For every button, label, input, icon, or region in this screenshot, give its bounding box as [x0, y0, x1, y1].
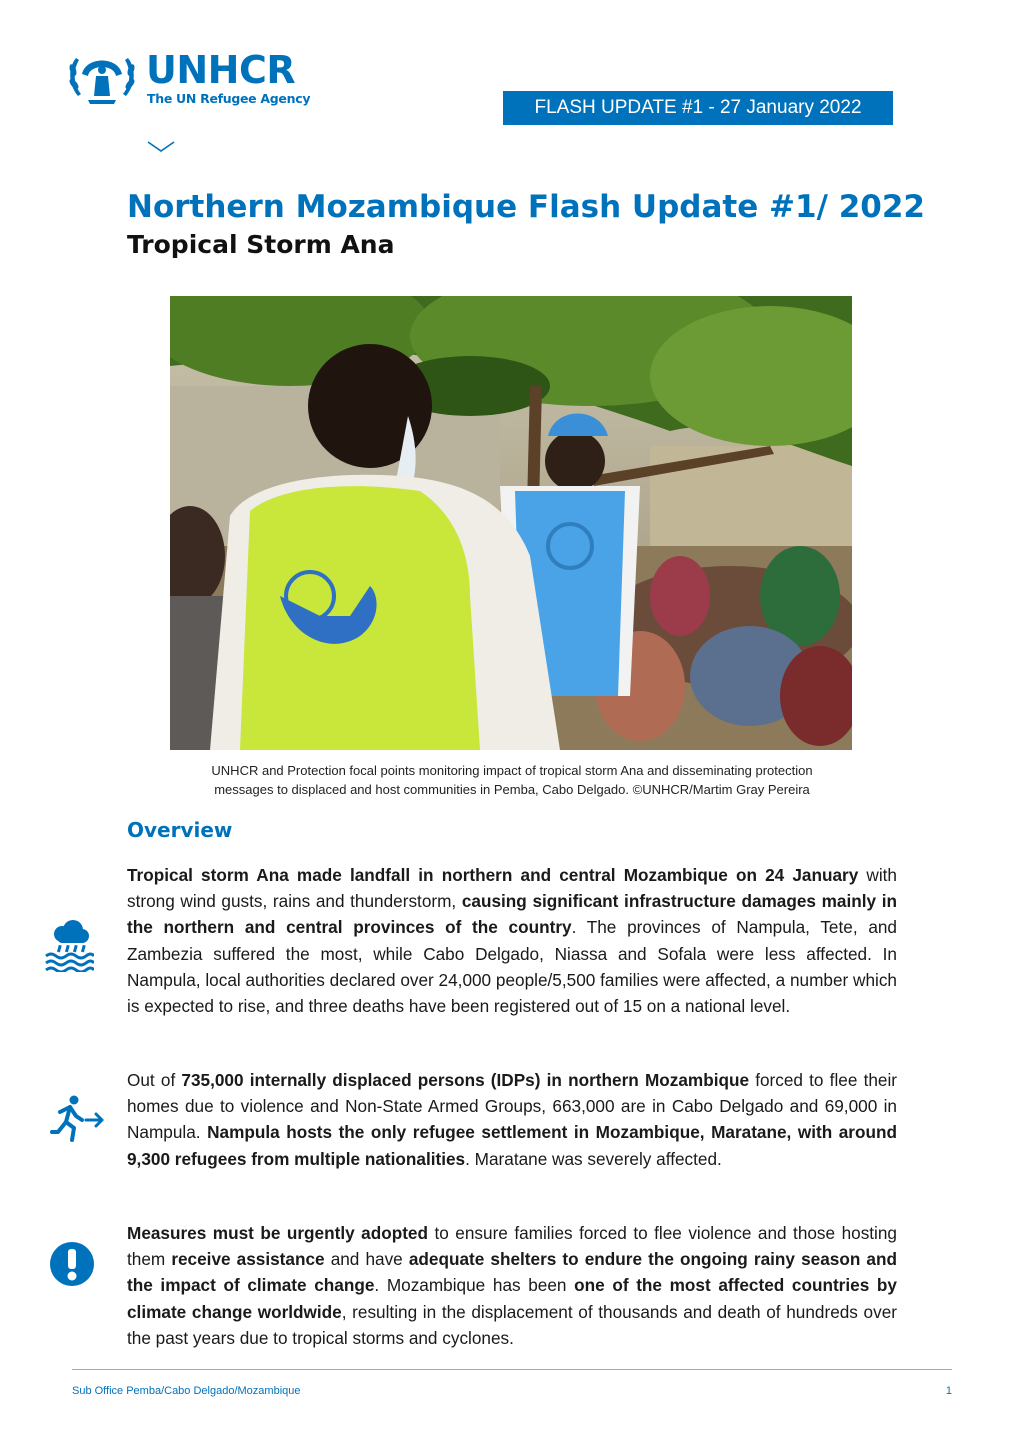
p3-bold-4: one of the most affected countries by climate change worldwide	[127, 1275, 897, 1322]
document-title: Northern Mozambique Flash Update #1/ 2022	[127, 189, 925, 225]
p2-text-3: . Maratane was severely affected.	[465, 1148, 722, 1169]
p1-text-2: . The provinces of Nampula, Tete, and Zambezia suffered the most, while Cabo Delgado, Niassa and Sofala were less affected. In Nampula, local authorities declared over 24,000 people/5,500 families were affected, a number which is expected to rise, and three deaths have been registered out of 15 on a national level.	[127, 917, 897, 1017]
p3-bold-1: Measures must be urgently adopted	[127, 1223, 428, 1243]
caption-line-2: messages to displaced and host communities in Pemba, Cabo Delgado. ©UNHCR/Martim Gray Pereira	[214, 782, 810, 797]
p3-bold-3: adequate shelters to endure the ongoing rainy season and the impact of climate change	[127, 1249, 897, 1296]
p1-bold-2: causing significant infrastructure damages mainly in the northern and central provinces of the country	[127, 891, 897, 938]
exclamation-alert-icon	[49, 1241, 95, 1287]
photo-caption	[140, 761, 884, 799]
unhcr-emblem-icon	[66, 44, 138, 106]
flash-update-badge: FLASH UPDATE #1 - 27 January 2022	[503, 91, 893, 125]
person-fleeing-icon	[48, 1094, 104, 1142]
cover-photo	[170, 296, 852, 750]
storm-rain-icon	[44, 920, 94, 972]
caption-line-1: UNHCR and Protection focal points monitoring impact of tropical storm Ana and disseminating protection	[211, 763, 813, 778]
logo-wordmark: UNHCR	[146, 48, 296, 92]
photo-illustration	[170, 296, 852, 750]
p2-text-1: Out of	[127, 1070, 182, 1090]
page-number: 1	[945, 1385, 952, 1397]
p2-bold-1: 735,000 internally displaced persons (IDPs) in northern Mozambique	[181, 1070, 750, 1090]
p3-text-2: and have	[324, 1249, 409, 1270]
logo-tagline: The UN Refugee Agency	[147, 91, 311, 106]
overview-heading: Overview	[127, 818, 233, 842]
footer-office: Sub Office Pemba/Cabo Delgado/Mozambique	[72, 1385, 301, 1397]
overview-paragraph-3	[127, 1220, 897, 1351]
chevron-down-icon	[146, 140, 176, 154]
p3-text-3: . Mozambique has been	[374, 1275, 575, 1296]
p1-text-1: with strong wind gusts, rains and thunderstorm,	[127, 865, 897, 912]
unhcr-logo	[66, 44, 326, 114]
p2-text-2: forced to flee their homes due to violence and Non-State Armed Groups, 663,000 are in Cabo Delgado and 69,000 in Nampula.	[127, 1070, 898, 1143]
p3-text-4: , resulting in the displacement of thousands and death of hundreds over the past years due to tropical storms and cyclones.	[127, 1301, 897, 1348]
footer-divider	[72, 1369, 952, 1370]
p3-text-1: to ensure families forced to flee violence and those hosting them	[127, 1223, 897, 1270]
p2-bold-2: Nampula hosts the only refugee settlement in Mozambique, Maratane, with around 9,300 refugees from multiple nationalities	[127, 1122, 897, 1169]
p1-bold-1: Tropical storm Ana made landfall in northern and central Mozambique on 24 January	[127, 865, 859, 885]
p3-bold-2: receive assistance	[171, 1249, 325, 1270]
overview-paragraph-2	[127, 1067, 897, 1172]
document-subtitle: Tropical Storm Ana	[127, 230, 395, 259]
overview-paragraph-1	[127, 862, 897, 1019]
